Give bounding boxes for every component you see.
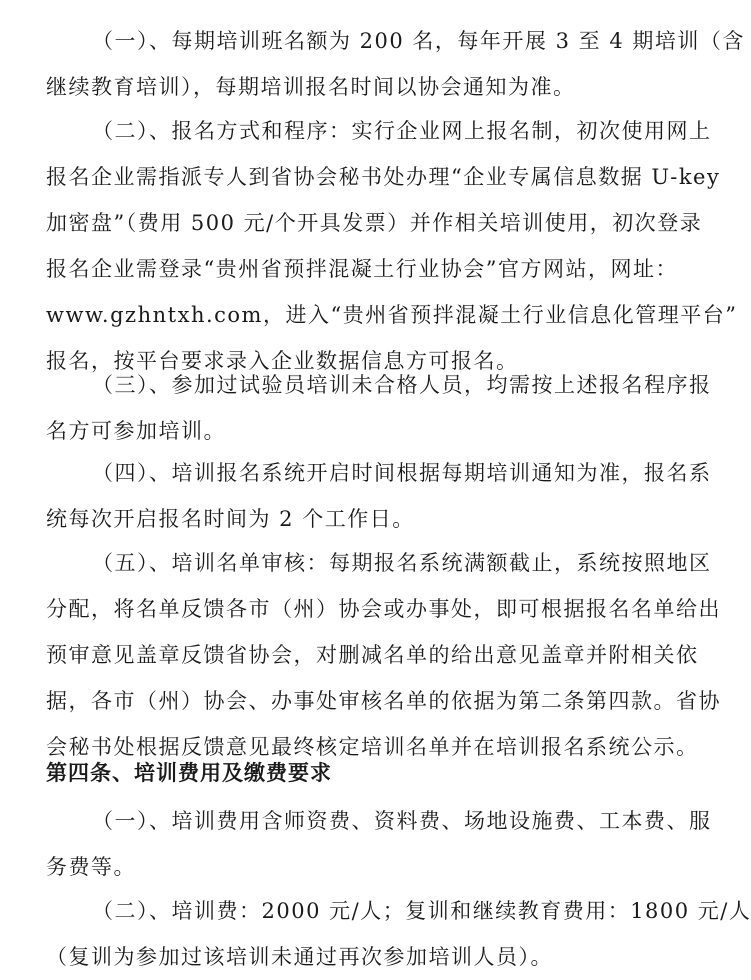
paragraph-2 xyxy=(46,108,738,384)
paragraph-line: （一）、每期培训班名额为 200 名，每年开展 3 至 4 期培训（含 xyxy=(92,29,745,53)
paragraph-line: （一）、培训费用含师资费、资料费、场地设施费、工本费、服 xyxy=(92,809,712,833)
paragraph-line: 预审意见盖章反馈省协会，对删减名单的给出意见盖章并附相关依 xyxy=(46,643,699,667)
paragraph-line: 据，各市（州）协会、办事处审核名单的依据为第二条第四款。省协 xyxy=(46,689,721,713)
paragraph-line: 报名企业需指派专人到省协会秘书处办理“企业专属信息数据 U-key xyxy=(46,165,721,189)
paragraph-1 xyxy=(46,18,745,110)
paragraph-line: 继续教育培训），每期培训报名时间以协会通知为准。 xyxy=(46,75,576,99)
paragraph-6 xyxy=(46,798,712,890)
paragraph-5 xyxy=(46,540,721,770)
paragraph-4 xyxy=(46,450,712,542)
paragraph-line: 分配，将名单反馈各市（州）协会或办事处，即可根据报名名单给出 xyxy=(46,597,721,621)
paragraph-line: （二）、培训费：2000 元/人；复训和继续教育费用：1800 元/人 xyxy=(92,899,751,923)
paragraph-line: 会秘书处根据反馈意见最终核定培训名单并在培训报名系统公示。 xyxy=(46,735,699,759)
paragraph-3 xyxy=(46,362,712,454)
paragraph-line: www.gzhntxh.com，进入“贵州省预拌混凝土行业信息化管理平台” xyxy=(46,303,738,327)
paragraph-line: （三）、参加过试验员培训未合格人员，均需按上述报名程序报 xyxy=(92,373,712,397)
section-heading xyxy=(46,750,640,796)
paragraph-line: 报名企业需登录“贵州省预拌混凝土行业协会”官方网站，网址： xyxy=(46,257,678,281)
paragraph-line: 统每次开启报名时间为 2 个工作日。 xyxy=(46,507,415,531)
paragraph-line: （二）、报名方式和程序：实行企业网上报名制，初次使用网上 xyxy=(92,119,712,143)
paragraph-line: （五）、培训名单审核：每期报名系统满额截止，系统按照地区 xyxy=(92,551,712,575)
paragraph-line: 名方可参加培训。 xyxy=(46,419,226,443)
paragraph-line: 务费等。 xyxy=(46,855,136,879)
paragraph-line: 加密盘”（费用 500 元/个开具发票）并作相关培训使用，初次登录 xyxy=(46,211,703,235)
paragraph-line: 报名，按平台要求录入企业数据信息方可报名。 xyxy=(46,349,519,373)
paragraph-7 xyxy=(46,888,751,980)
section-heading-text: 第四条、培训费用及缴费要求 xyxy=(46,761,332,785)
paragraph-line: （四）、培训报名系统开启时间根据每期培训通知为准，报名系 xyxy=(92,461,712,485)
paragraph-line: （复训为参加过该培训未通过再次参加培训人员）。 xyxy=(46,945,553,969)
